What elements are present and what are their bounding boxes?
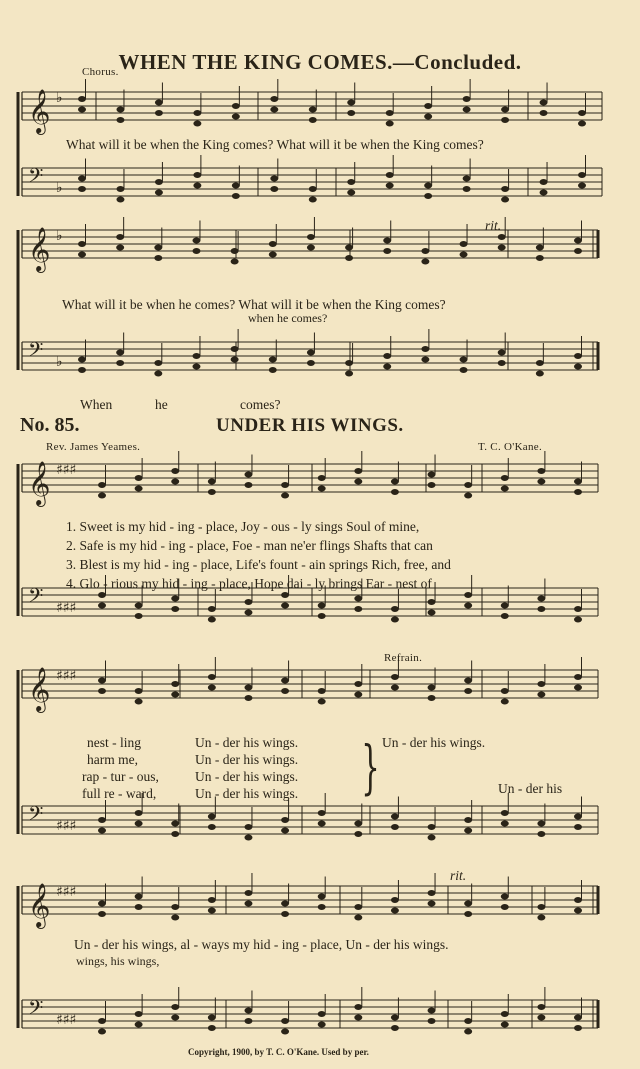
verse-3-cont: rap - tur - ous,: [82, 769, 159, 784]
svg-text:♭: ♭: [56, 228, 63, 244]
under-his-lyric: Un - der his: [498, 781, 563, 796]
bass-lyric-he: he: [155, 397, 168, 412]
wings-phrase-4: Un - der his wings.: [195, 786, 299, 801]
system2-lyric: What will it be when he comes? What will it be when the King comes?: [62, 297, 446, 312]
verse-4-line: 4. Glo - rious my hid - ing - place, Hope dai - ly brings Ear - nest of: [66, 576, 432, 591]
verse-brace: }: [361, 733, 380, 801]
svg-text:♯♯♯: ♯♯♯: [56, 884, 77, 900]
last-system-rit: rit.: [450, 868, 467, 883]
svg-text:♯♯♯: ♯♯♯: [56, 600, 77, 616]
svg-text:♭: ♭: [56, 180, 63, 196]
composer-credit: T. C. O'Kane.: [478, 441, 543, 453]
bass-lyric-when: When: [80, 397, 113, 412]
svg-text:𝄢: 𝄢: [28, 584, 44, 612]
svg-text:𝄞: 𝄞: [28, 227, 51, 271]
svg-text:𝄢: 𝄢: [28, 338, 44, 366]
verse-2-line: 2. Safe is my hid - ing - place, Foe - man ne'er flings Shafts that can: [66, 538, 433, 553]
svg-text:♯♯♯: ♯♯♯: [56, 462, 77, 478]
wings-phrase-2: Un - der his wings.: [195, 752, 299, 767]
wings-phrase-1: Un - der his wings.: [195, 735, 299, 750]
system1-lyric: What will it be when the King comes? What will it be when the King comes?: [66, 137, 484, 152]
copyright-notice: Copyright, 1900, by T. C. O'Kane. Used by per.: [188, 1047, 369, 1057]
hymn-number: No. 85.: [20, 414, 80, 436]
bass-lyric-comes: comes?: [240, 397, 281, 412]
svg-text:♯♯♯: ♯♯♯: [56, 1012, 77, 1028]
svg-text:𝄢: 𝄢: [28, 996, 44, 1024]
last-system-lyric: Un - der his wings, al - ways my hid - ing - place, Un - der his wings.: [74, 937, 449, 952]
verse-2-cont: harm me,: [87, 752, 138, 767]
chorus-label: Chorus.: [82, 66, 119, 78]
svg-text:♯♯♯: ♯♯♯: [56, 818, 77, 834]
svg-text:𝄢: 𝄢: [28, 164, 44, 192]
verse-1-cont: nest - ling: [87, 735, 141, 750]
svg-text:𝄞: 𝄞: [28, 89, 51, 133]
hymn-title: UNDER HIS WINGS.: [216, 415, 404, 436]
verse-1-line: 1. Sweet is my hid - ing - place, Joy - ous - ly sings Soul of mine,: [66, 519, 420, 534]
system2-sub-lyric: when he comes?: [248, 311, 328, 325]
verse-4-cont: full re - ward,: [82, 786, 157, 801]
continued-title: WHEN THE KING COMES.—Concluded.: [118, 50, 522, 74]
svg-text:𝄞: 𝄞: [28, 883, 51, 927]
svg-text:𝄞: 𝄞: [28, 461, 51, 505]
verse-3-line: 3. Blest is my hid - ing - place, Life's fount - ain springs Rich, free, and: [66, 557, 451, 572]
wings-phrase-3: Un - der his wings.: [195, 769, 299, 784]
svg-text:𝄞: 𝄞: [28, 667, 51, 711]
svg-text:♭: ♭: [56, 354, 63, 370]
svg-text:♭: ♭: [56, 90, 63, 106]
refrain-lyric: Un - der his wings.: [382, 735, 486, 750]
last-system-sub-lyric: wings, his wings,: [76, 954, 160, 968]
svg-text:♯♯♯: ♯♯♯: [56, 668, 77, 684]
svg-text:𝄢: 𝄢: [28, 802, 44, 830]
author-credit: Rev. James Yeames.: [46, 441, 141, 453]
system2-rit: rit.: [485, 218, 502, 233]
refrain-label: Refrain.: [384, 652, 423, 664]
